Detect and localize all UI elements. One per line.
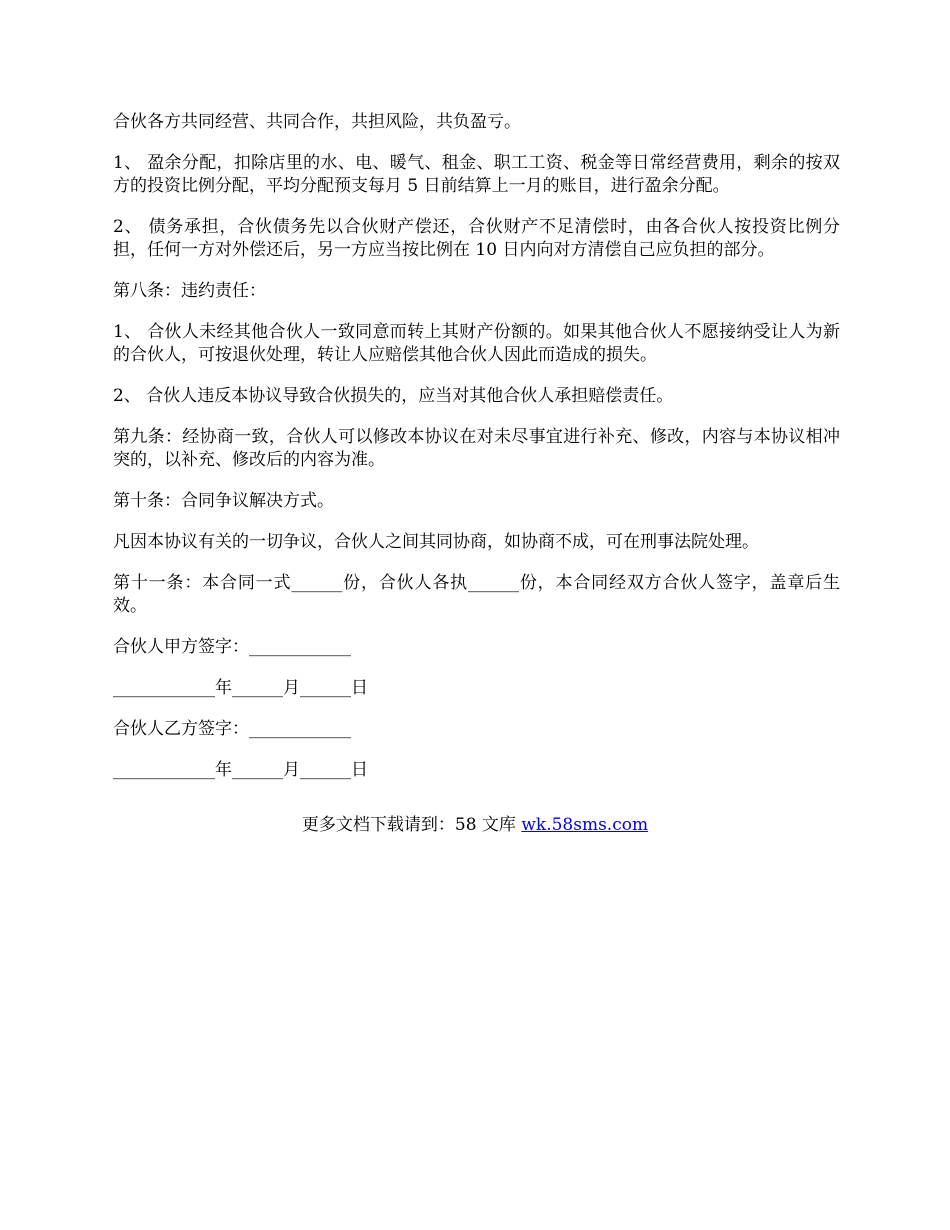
party-b-date-line: ____________年______月______日 [113, 760, 368, 780]
article-8-heading: 第八条：违约责任： [113, 281, 266, 301]
article-9-amendment: 第九条：经协商一致，合伙人可以修改本协议在对未尽事宜进行补充、修改，内容与本协议相冲突的，以补充、修改后的内容为准。 [113, 427, 840, 470]
download-footer [0, 814, 950, 837]
footer-link[interactable]: wk.58sms.com [521, 815, 649, 835]
paragraph-breach-compensation: 2、 合伙人违反本协议导致合伙损失的，应当对其他合伙人承担赔偿责任。 [113, 386, 674, 406]
party-a-date-line: ____________年______月______日 [113, 678, 368, 698]
paragraph-dispute-resolution: 凡因本协议有关的一切争议，合伙人之间其同协商，如协商不成，可在刑事法院处理。 [113, 532, 759, 552]
article-11-copies: 第十一条：本合同一式______份，合伙人各执______份，本合同经双方合伙人签字，盖章后生效。 [113, 573, 840, 616]
paragraph-debt-bearing: 2、 债务承担，合伙债务先以合伙财产偿还，合伙财产不足清偿时，由各合伙人按投资比例分担，任何一方对外偿还后，另一方应当按比例在 10 日内向对方清偿自己应负担的部分。 [113, 217, 840, 260]
party-a-signature-line: 合伙人甲方签字：____________ [113, 637, 351, 657]
party-b-signature-line: 合伙人乙方签字：____________ [113, 719, 351, 739]
paragraph-risk-sharing: 合伙各方共同经营、共同合作，共担风险，共负盈亏。 [113, 112, 521, 132]
article-10-heading: 第十条：合同争议解决方式。 [113, 491, 334, 511]
paragraph-share-transfer: 1、 合伙人未经其他合伙人一致同意而转上其财产份额的。如果其他合伙人不愿接纳受让人为新的合伙人，可按退伙处理，转让人应赔偿其他合伙人因此而造成的损失。 [113, 322, 840, 365]
document-body [113, 111, 840, 800]
paragraph-profit-distribution: 1、 盈余分配，扣除店里的水、电、暖气、租金、职工工资、税金等日常经营费用，剩余的按双方的投资比例分配，平均分配预支每月 5 日前结算上一月的账目，进行盈余分配。 [113, 153, 840, 196]
footer-text: 更多文档下载请到：58 文库 [301, 815, 522, 835]
